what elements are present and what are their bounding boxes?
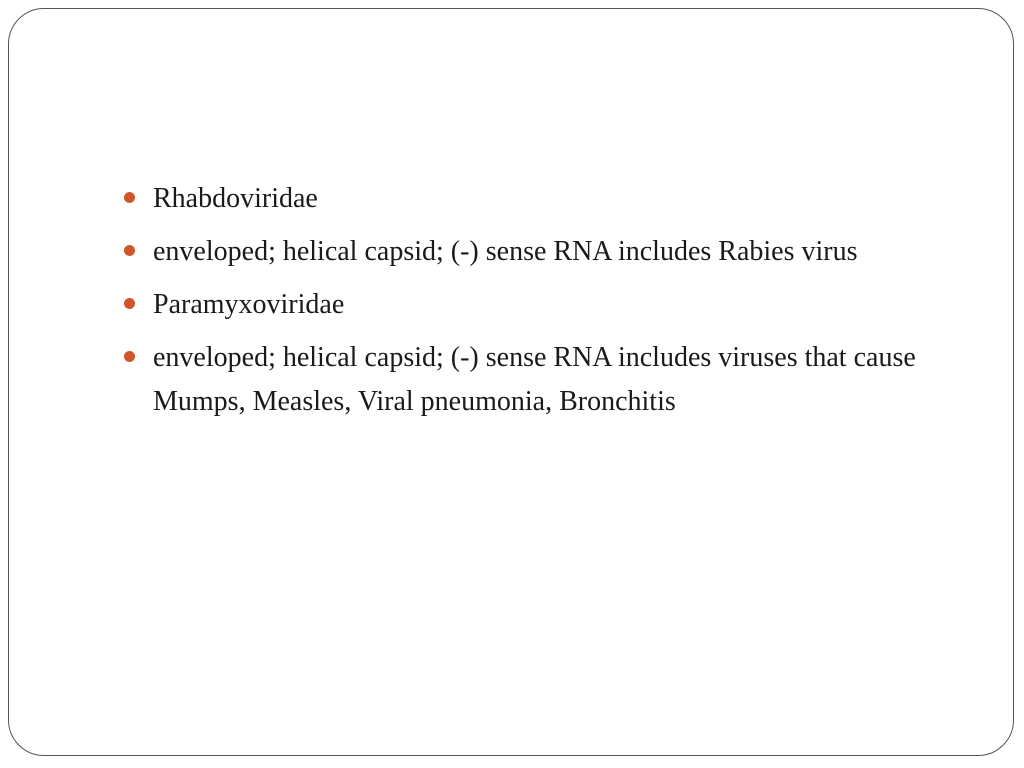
bullet-text: Paramyxoviridae (153, 289, 345, 320)
bullet-list (121, 177, 981, 433)
bullet-text: enveloped; helical capsid; (-) sense RNA includes Rabies virus (153, 236, 858, 267)
bullet-item-rhabdoviridae (121, 177, 981, 221)
bullet-dot-icon (124, 245, 135, 256)
bullet-dot-icon (124, 192, 135, 203)
bullet-text: Rhabdoviridae (153, 183, 318, 214)
slide-frame (8, 8, 1014, 756)
bullet-text: enveloped; helical capsid; (-) sense RNA includes viruses that cause Mumps, Measles, Viral pneumonia, Bronchitis (153, 342, 916, 417)
bullet-dot-icon (124, 298, 135, 309)
bullet-item-paramyxoviridae (121, 283, 981, 327)
bullet-item-rhabdoviridae-description (121, 230, 981, 274)
bullet-item-paramyxoviridae-description (121, 336, 981, 424)
bullet-dot-icon (124, 351, 135, 362)
